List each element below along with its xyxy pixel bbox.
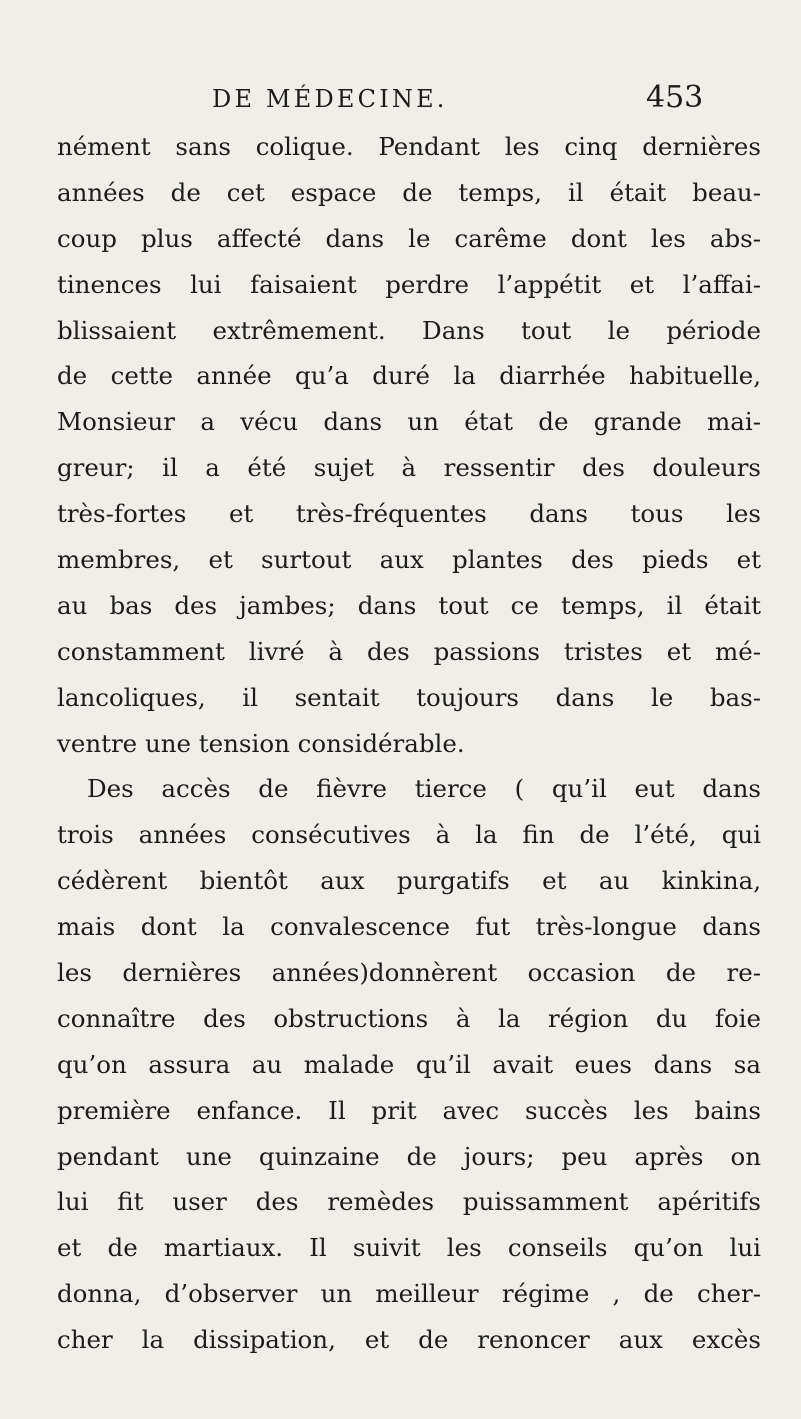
text-line: années de cet espace de temps, il était beau- [57,177,761,207]
text-line: au bas des jambes; dans tout ce temps, il était [57,590,761,620]
text-line: lancoliques, il sentait toujours dans le bas- [57,682,761,712]
page-number: 453 [646,80,704,115]
text-line: nément sans colique. Pendant les cinq dernières [57,132,761,161]
text-line: et de martiaux. Il suivit les conseils qu’on lui [57,1233,761,1263]
paragraph-start-line: Des accès de fièvre tierce ( qu’il eut dans [87,774,761,804]
text-line: coup plus affecté dans le carême dont les abs- [57,223,761,253]
text-line: blissaient extrêmement. Dans tout le période [57,315,761,345]
text-line: cédèrent bientôt aux purgatifs et au kinkina, [57,866,761,896]
running-title: DE MÉDECINE. [212,85,448,113]
text-line: donna, d’observer un meilleur régime , de cher- [57,1279,761,1309]
text-line: cher la dissipation, et de renoncer aux excès [57,1325,761,1355]
text-line: qu’on assura au malade qu’il avait eues dans sa [57,1049,761,1079]
body-text [57,124,761,1363]
text-line: membres, et surtout aux plantes des pieds et [57,545,761,575]
text-line: mais dont la convalescence fut très-longue dans [57,912,761,942]
text-line: lui fit user des remèdes puissamment apéritifs [57,1187,761,1217]
text-line: les dernières années)donnèrent occasion de re- [57,958,761,988]
text-line: greur; il a été sujet à ressentir des douleurs [57,453,761,483]
text-line: connaître des obstructions à la région du foie [57,1003,761,1033]
text-line: première enfance. Il prit avec succès les bains [57,1095,761,1125]
text-line: de cette année qu’a duré la diarrhée habituelle, [57,361,761,391]
text-line: trois années consécutives à la fin de l’été, qui [57,820,761,850]
text-line: Monsieur a vécu dans un état de grande mai- [57,407,761,437]
text-line: tinences lui faisaient perdre l’appétit et l’affai- [57,269,761,299]
running-head [0,82,801,116]
text-line: pendant une quinzaine de jours; peu après on [57,1141,761,1171]
text-line: constamment livré à des passions tristes et mé- [57,636,761,666]
text-line: très-fortes et très-fréquentes dans tous les [57,499,761,529]
paragraph-end-line: ventre une tension considérable. [57,728,465,758]
